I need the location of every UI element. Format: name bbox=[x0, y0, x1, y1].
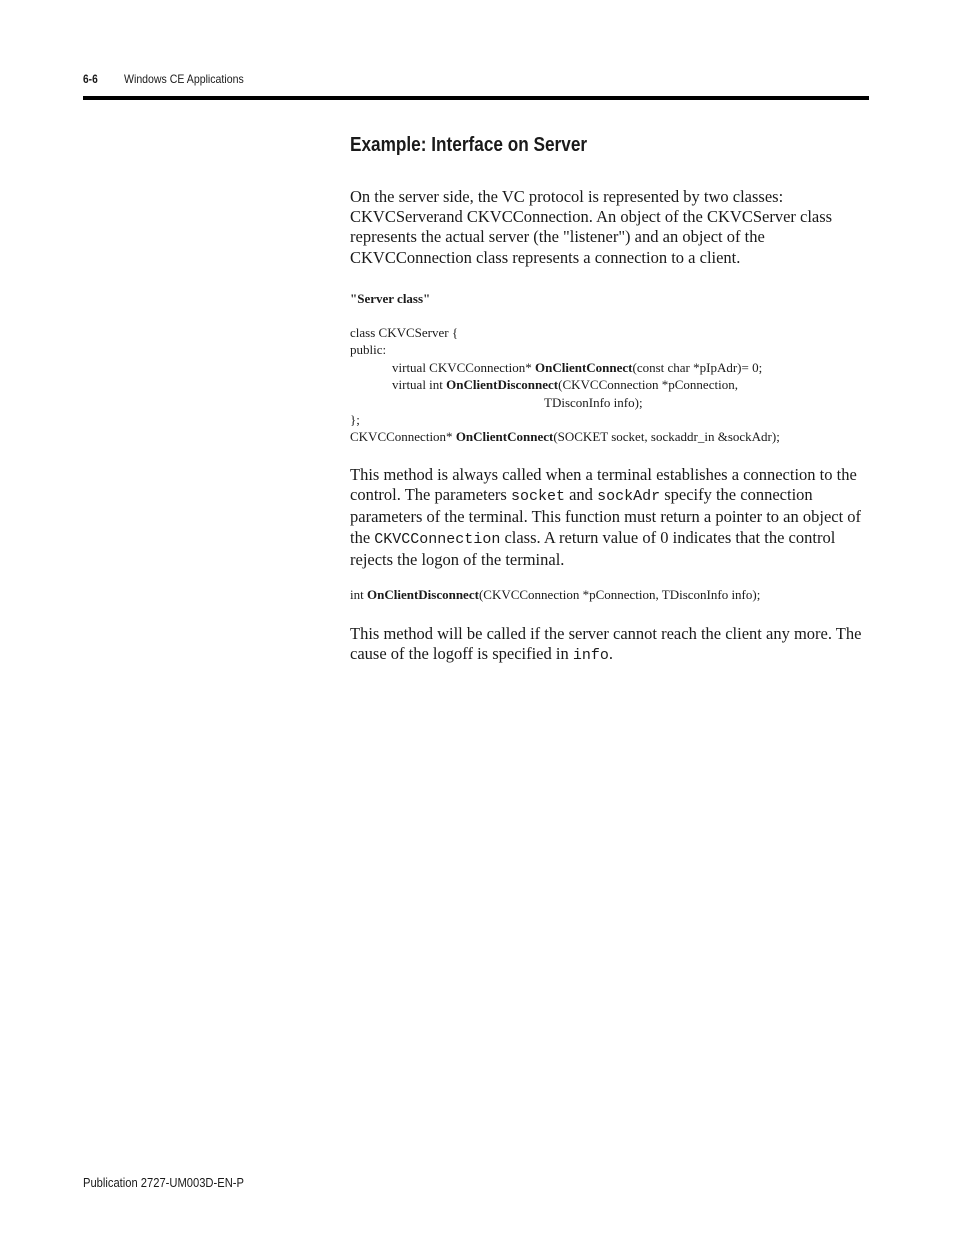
publication-footer: Publication 2727-UM003D-EN-P bbox=[83, 1175, 244, 1190]
header-rule bbox=[83, 96, 869, 100]
code-line: TDisconInfo info); bbox=[544, 394, 643, 410]
running-section-title: Windows CE Applications bbox=[124, 72, 244, 86]
code-caption: "Server class" bbox=[350, 291, 431, 306]
code-line: }; bbox=[350, 412, 360, 428]
disconnect-description: This method will be called if the server cannot reach the client any more. The cause of the logoff is specified in info. bbox=[350, 624, 862, 665]
page-number: 6-6 bbox=[83, 72, 98, 86]
code-line: CKVCConnection* OnClientConnect(SOCKET socket, sockaddr_in &sockAdr); bbox=[350, 429, 780, 445]
code-block bbox=[350, 324, 870, 446]
disconnect-signature: int OnClientDisconnect(CKVCConnection *pConnection, TDisconInfo info); bbox=[350, 587, 761, 602]
intro-paragraph: On the server side, the VC protocol is represented by two classes: CKVCServerand CKVCConnection. An object of the CKVCServer class represents the actual server (the "listener") and an object of the CKVCConnection class represents a connection to a client. bbox=[350, 187, 833, 267]
code-line: virtual CKVCConnection* OnClientConnect(const char *pIpAdr)= 0; bbox=[392, 359, 763, 375]
code-line: virtual int OnClientDisconnect(CKVCConnection *pConnection, bbox=[392, 377, 738, 393]
code-line: public: bbox=[350, 342, 387, 358]
section-heading: Example: Interface on Server bbox=[350, 134, 588, 156]
connect-description: This method is always called when a terminal establishes a connection to the control. The parameters socket and sockAdr specify the connection parameters of the terminal. This function must return a pointer to an object of the CKVCConnection class. A return value of 0 indicates that the control rejects the logon of the terminal. bbox=[350, 465, 862, 569]
code-line: class CKVCServer { bbox=[350, 325, 459, 340]
